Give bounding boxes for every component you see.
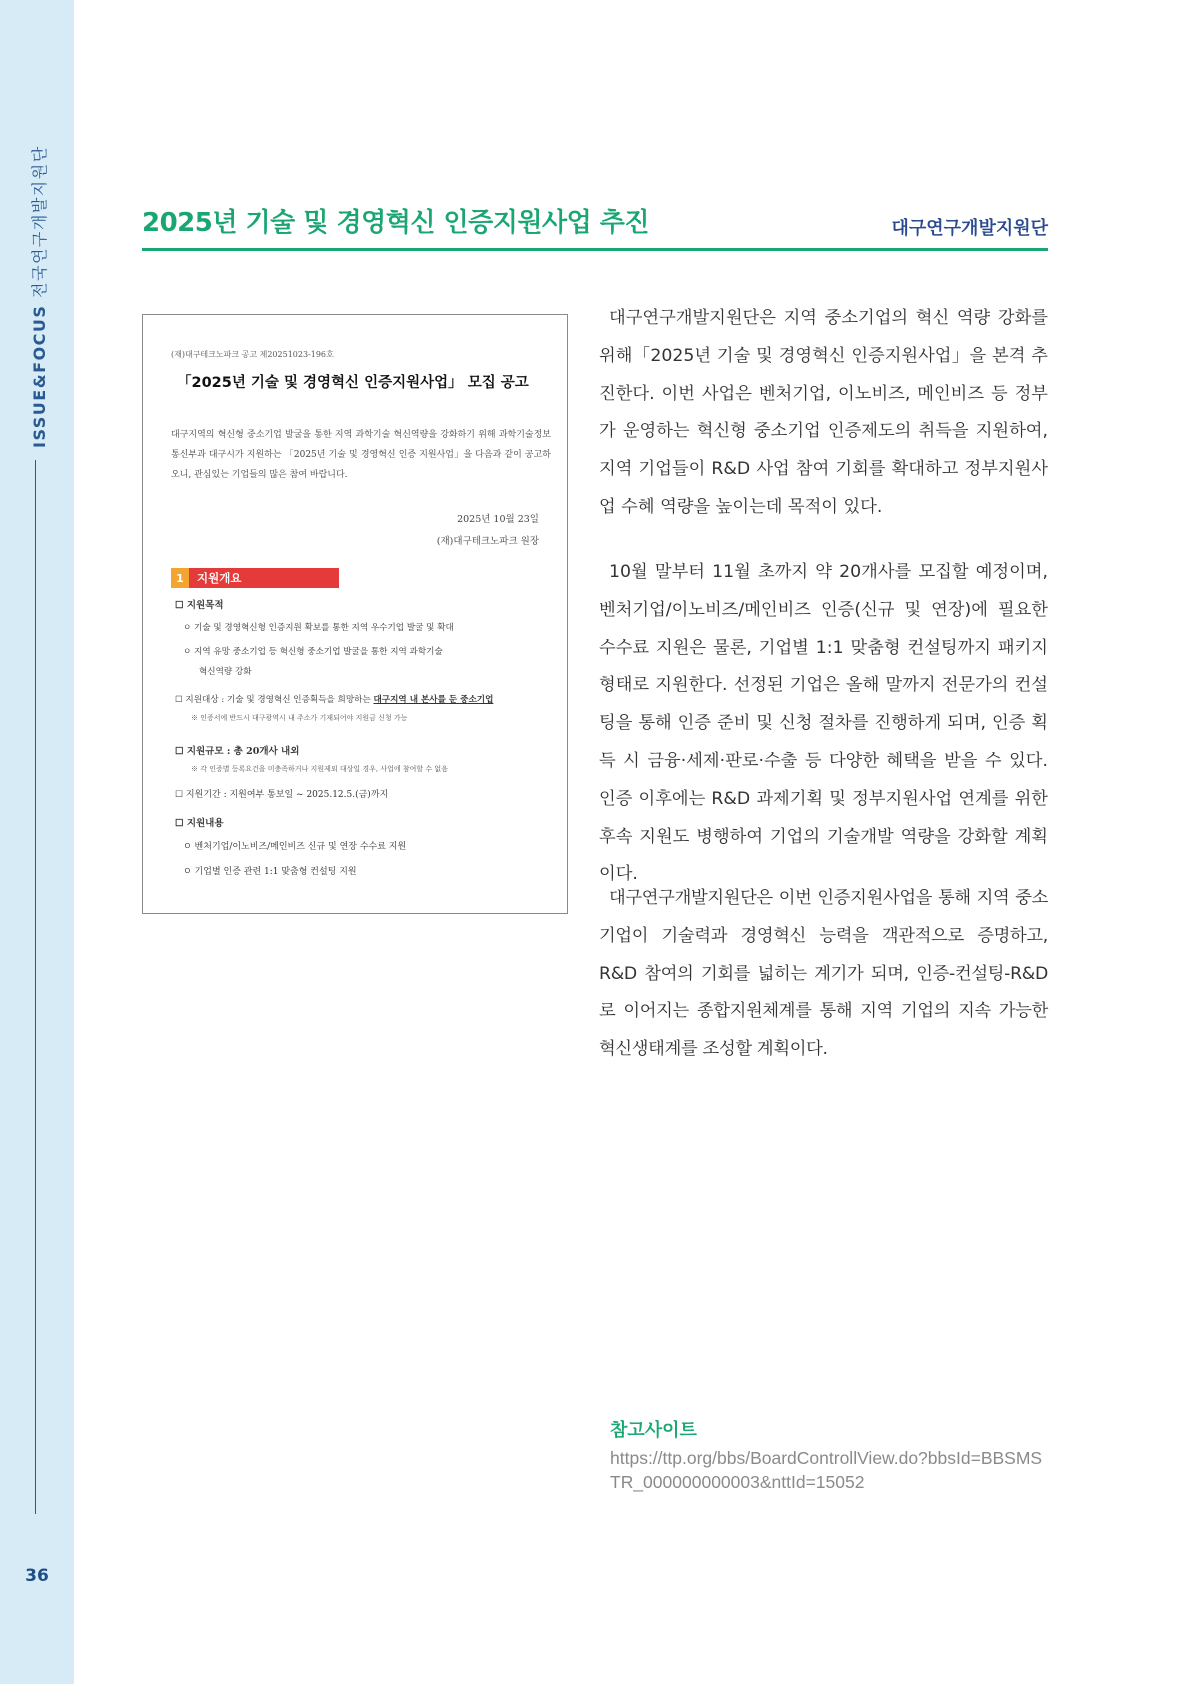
section-number: 1: [171, 568, 189, 588]
article-paragraph-3: 대구연구개발지원단은 이번 인증지원사업을 통해 지역 중소기업이 기술력과 경영혁신 능력을 객관적으로 증명하고, R&D 참여의 기회를 넓히는 계기가 되며, 인증-컨설팅-R&D로 이어지는 종합지원체계를 통해 지역 기업의 지속 가능한 혁신생태계를 조성할 계획이다.: [599, 888, 1048, 1060]
sidebar-divider: [35, 460, 36, 1514]
reference-title: 참고사이트: [610, 1420, 697, 1441]
reference-link[interactable]: https://ttp.org/bbs/BoardControllView.do?bbsId=BBSMSTR_000000000003&nttId=15052: [610, 1448, 1043, 1492]
target-underline: 대구지역 내 본사를 둔 중소기업: [373, 695, 494, 705]
sidebar: [0, 0, 74, 1684]
notice-title: 「2025년 기술 및 경영혁신 인증지원사업」 모집 공고: [177, 375, 529, 391]
header-org: 대구연구개발지원단: [891, 218, 1048, 239]
period-line: ☐ 지원기간 : 지원여부 통보일 ~ 2025.12.5.(금)까지: [175, 790, 389, 800]
notice-issuer: (재)대구테크노파크 원장: [436, 536, 539, 547]
content-item-1: ㅇ 벤처기업/이노비즈/메인비즈 신규 및 연장 수수료 지원: [183, 842, 407, 852]
target-label: ☐ 지원대상 : 기술 및 경영혁신 인증획득을 희망하는: [175, 695, 374, 705]
target-note: ※ 인증서에 반드시 대구광역시 내 주소가 기재되어야 지원금 신청 가능: [191, 714, 408, 722]
purpose-item-2: ㅇ 지역 유망 중소기업 등 혁신형 중소기업 발굴을 통한 지역 과학기술: [183, 647, 443, 657]
page-number: 36: [25, 1566, 49, 1586]
notice-body: 대구지역의 혁신형 중소기업 발굴을 통한 지역 과학기술 혁신역량을 강화하기 위해 과학기술정보통신부과 대구시가 지원하는 「2025년 기술 및 경영혁신 인증 지원사업」을 다음과 같이 공고하오니, 관심있는 기업들의 많은 참여 바랍니다.: [171, 430, 551, 480]
title-divider: [142, 248, 1048, 251]
purpose-heading: ☐ 지원목적: [175, 600, 224, 611]
content-heading: ☐ 지원내용: [175, 818, 224, 829]
scale-line: ☐ 지원규모 : 총 20개사 내외: [175, 746, 300, 757]
section-label: ISSUE&FOCUS: [30, 304, 49, 448]
notice-date: 2025년 10월 23일: [457, 514, 539, 525]
sidebar-org-label: 전국연구개발지원단: [30, 145, 49, 298]
article-paragraph-2: 10월 말부터 11월 초까지 약 20개사를 모집할 예정이며, 벤처기업/이노비즈/메인비즈 인증(신규 및 연장)에 필요한 수수료 지원은 물론, 기업별 1:1 맞춤형 컨설팅까지 패키지 형태로 지원한다. 선정된 기업은 올해 말까지 전문가의 컨설팅을 통해 인증 준비 및 신청 절차를 진행하게 되며, 인증 획득 시 금융·세제·판로·수출 등 다양한 혜택을 받을 수 있다. 인증 이후에는 R&D 과제기획 및 정부지원사업 연계를 위한 후속 지원도 병행하여 기업의 기술개발 역량을 강화할 계획이다.: [599, 562, 1048, 885]
purpose-item-1: ㅇ 기술 및 경영혁신형 인증지원 확보를 통한 지역 우수기업 발굴 및 확대: [183, 623, 454, 633]
section-title: 지원개요: [197, 571, 242, 585]
target-line: [175, 693, 493, 705]
page-title: 2025년 기술 및 경영혁신 인증지원사업 추진: [142, 208, 649, 238]
scale-note: ※ 각 인증별 등록요건을 미충족하거나 지원제외 대상일 경우, 사업에 참여할 수 없음: [191, 765, 448, 773]
notice-image: [142, 314, 568, 914]
purpose-item-2-cont: 혁신역량 강화: [199, 667, 252, 677]
content-item-2: ㅇ 기업별 인증 관련 1:1 맞춤형 컨설팅 지원: [183, 867, 357, 877]
notice-number: (재)대구테크노파크 공고 제20251023-196호: [171, 350, 334, 359]
article-paragraph-1: 대구연구개발지원단은 지역 중소기업의 혁신 역량 강화를 위해「2025년 기술 및 경영혁신 인증지원사업」을 본격 추진한다. 이번 사업은 벤처기업, 이노비즈, 메인비즈 등 정부가 운영하는 혁신형 중소기업 인증제도의 취득을 지원하여, 지역 기업들이 R&D 사업 참여 기회를 확대하고 정부지원사업 수혜 역량을 높이는데 목적이 있다.: [599, 308, 1048, 517]
section-bar: [171, 568, 339, 588]
